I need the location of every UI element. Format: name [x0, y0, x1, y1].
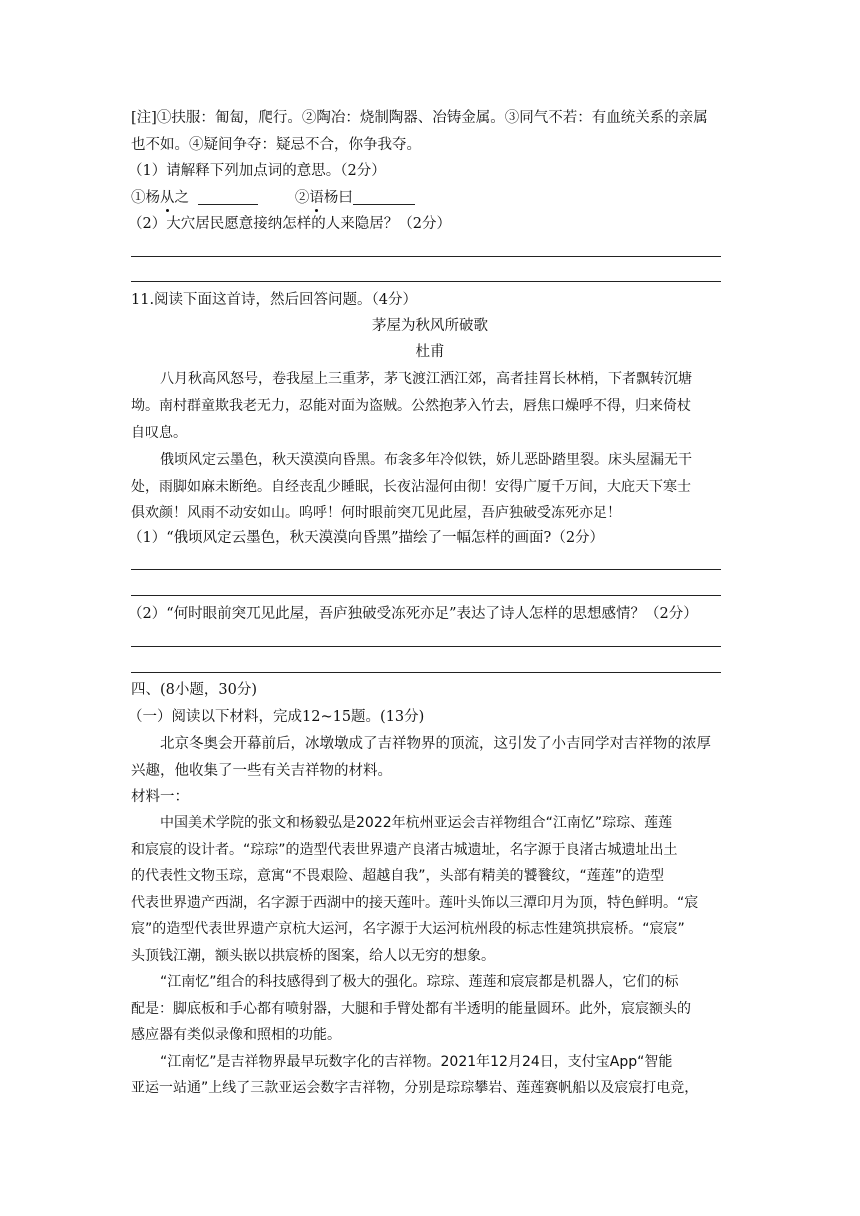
material-line: 感应器有类似录像和照相的功能。 [131, 1027, 341, 1043]
poem-author: 杜甫 [415, 344, 445, 360]
material-line: 的代表性文物玉琮，意寓“不畏艰险、超越自我”，头部有精美的饕餮纹，“莲莲”的造型 [131, 868, 665, 884]
q11-part1-answer-line-2[interactable] [131, 595, 721, 596]
q10-item-b-dotted-word: 语 [309, 190, 324, 206]
q11-part2: （2）“何时眼前突兀见此屋，吾庐独破受冻死亦足”表达了诗人怎样的思想感情？（2分） [128, 606, 698, 622]
q10-part2: （2）大穴居民愿意接纳怎样的人来隐居？（2分） [128, 216, 451, 232]
q10-item-b-suffix: 杨曰 [323, 190, 353, 206]
poem-line: 处，雨脚如麻未断绝。自经丧乱少睡眠，长夜沾湿何由彻！安得广厦千万间，大庇天下寒士 [131, 479, 691, 495]
q10-answer-line-1[interactable] [131, 256, 721, 257]
material-line: 和宸宸的设计者。“琮琮”的造型代表世界遗产良渚古城遗址，名字源于良渚古城遗址出土 [131, 842, 678, 858]
q10-part1-items [131, 188, 415, 208]
q10-part1: （1）请解释下列加点词的意思。（2分） [128, 163, 386, 179]
material-line: 宸”的造型代表世界遗产京杭大运河，名字源于大运河杭州段的标志性建筑拱宸桥。“宸宸” [131, 921, 685, 937]
q11-part1-answer-line-1[interactable] [131, 569, 721, 570]
q10-item-a-suffix: 之 [174, 190, 189, 206]
poem-line: 坳。南村群童欺我老无力，忍能对面为盗贼。公然抱茅入竹去，唇焦口燥呼不得，归来倚杖 [131, 398, 691, 414]
q10-item-b-answer-blank[interactable] [353, 190, 415, 205]
q11-part2-answer-line-1[interactable] [131, 646, 721, 647]
q11-part1: （1）“俄顷风定云墨色，秋天漠漠向昏黑”描绘了一幅怎样的画面?（2分） [128, 530, 605, 546]
q11-heading: 11.阅读下面这首诗，然后回答问题。（4分） [131, 292, 418, 308]
section4-heading: 四、(8小题，30分) [131, 682, 257, 698]
material-line: 中国美术学院的张文和杨毅弘是2022年杭州亚运会吉祥物组合“江南忆”琮琮、莲莲 [160, 815, 673, 831]
poem-title: 茅屋为秋风所破歌 [372, 318, 488, 334]
poem-line: 俱欢颜！风雨不动安如山。呜呼！何时眼前突兀见此屋，吾庐独破受冻死亦足！ [131, 505, 621, 521]
intro-line: 兴趣，他收集了一些有关吉祥物的材料。 [131, 763, 392, 779]
poem-line: 八月秋高风怒号，卷我屋上三重茅，茅飞渡江洒江郊，高者挂罥长林梢，下者飘转沉塘 [160, 371, 692, 387]
q10-item-a-dotted-word: 从 [160, 190, 175, 206]
section4-subheading: （一）阅读以下材料，完成12~15题。(13分) [128, 709, 425, 725]
material-line: 亚运一站通”上线了三款亚运会数字吉祥物，分别是琮琮攀岩、莲莲赛帆船以及宸宸打电竞， [131, 1080, 699, 1096]
q10-item-a-prefix: ①杨 [131, 190, 160, 206]
material-line: 代表世界遗产西湖，名字源于西湖中的接天莲叶。莲叶头饰以三潭印月为顶，特色鲜明。“宸 [131, 895, 699, 911]
note-line-2: 也不如。④疑间争夺：疑忌不合，你争我夺。 [131, 137, 421, 153]
material-line: “江南忆”组合的科技感得到了极大的强化。琮琮、莲莲和宸宸都是机器人，它们的标 [160, 974, 679, 990]
q10-item-b [295, 190, 415, 206]
q10-item-a [131, 190, 262, 206]
material-line: 配是：脚底板和手心都有喷射器，大腿和手臂处都有半透明的能量圆环。此外，宸宸额头的 [131, 1001, 691, 1017]
poem-line: 自叹息。 [131, 425, 187, 441]
intro-line: 北京冬奥会开幕前后，冰墩墩成了吉祥物界的顶流，这引发了小吉同学对吉祥物的浓厚 [160, 736, 711, 752]
material-label: 材料一： [131, 789, 189, 805]
q10-answer-line-2[interactable] [131, 281, 721, 282]
material-line: 头顶钱江潮，额头嵌以拱宸桥的图案，给人以无穷的想象。 [131, 948, 495, 964]
poem-line: 俄顷风定云墨色，秋天漠漠向昏黑。布衾多年冷似铁，娇儿恶卧踏里裂。床头屋漏无干 [160, 452, 692, 468]
q10-item-b-prefix: ② [294, 190, 310, 206]
note-line-1: [注]①扶服：匍匐，爬行。②陶冶：烧制陶器、冶铸金属。③同气不若：有血统关系的亲属 [131, 110, 708, 126]
q11-part2-answer-line-2[interactable] [131, 672, 721, 673]
material-line: “江南忆”是吉祥物界最早玩数字化的吉祥物。2021年12月24日，支付宝App“智能 [160, 1054, 673, 1070]
q10-item-a-answer-blank[interactable] [198, 190, 258, 205]
